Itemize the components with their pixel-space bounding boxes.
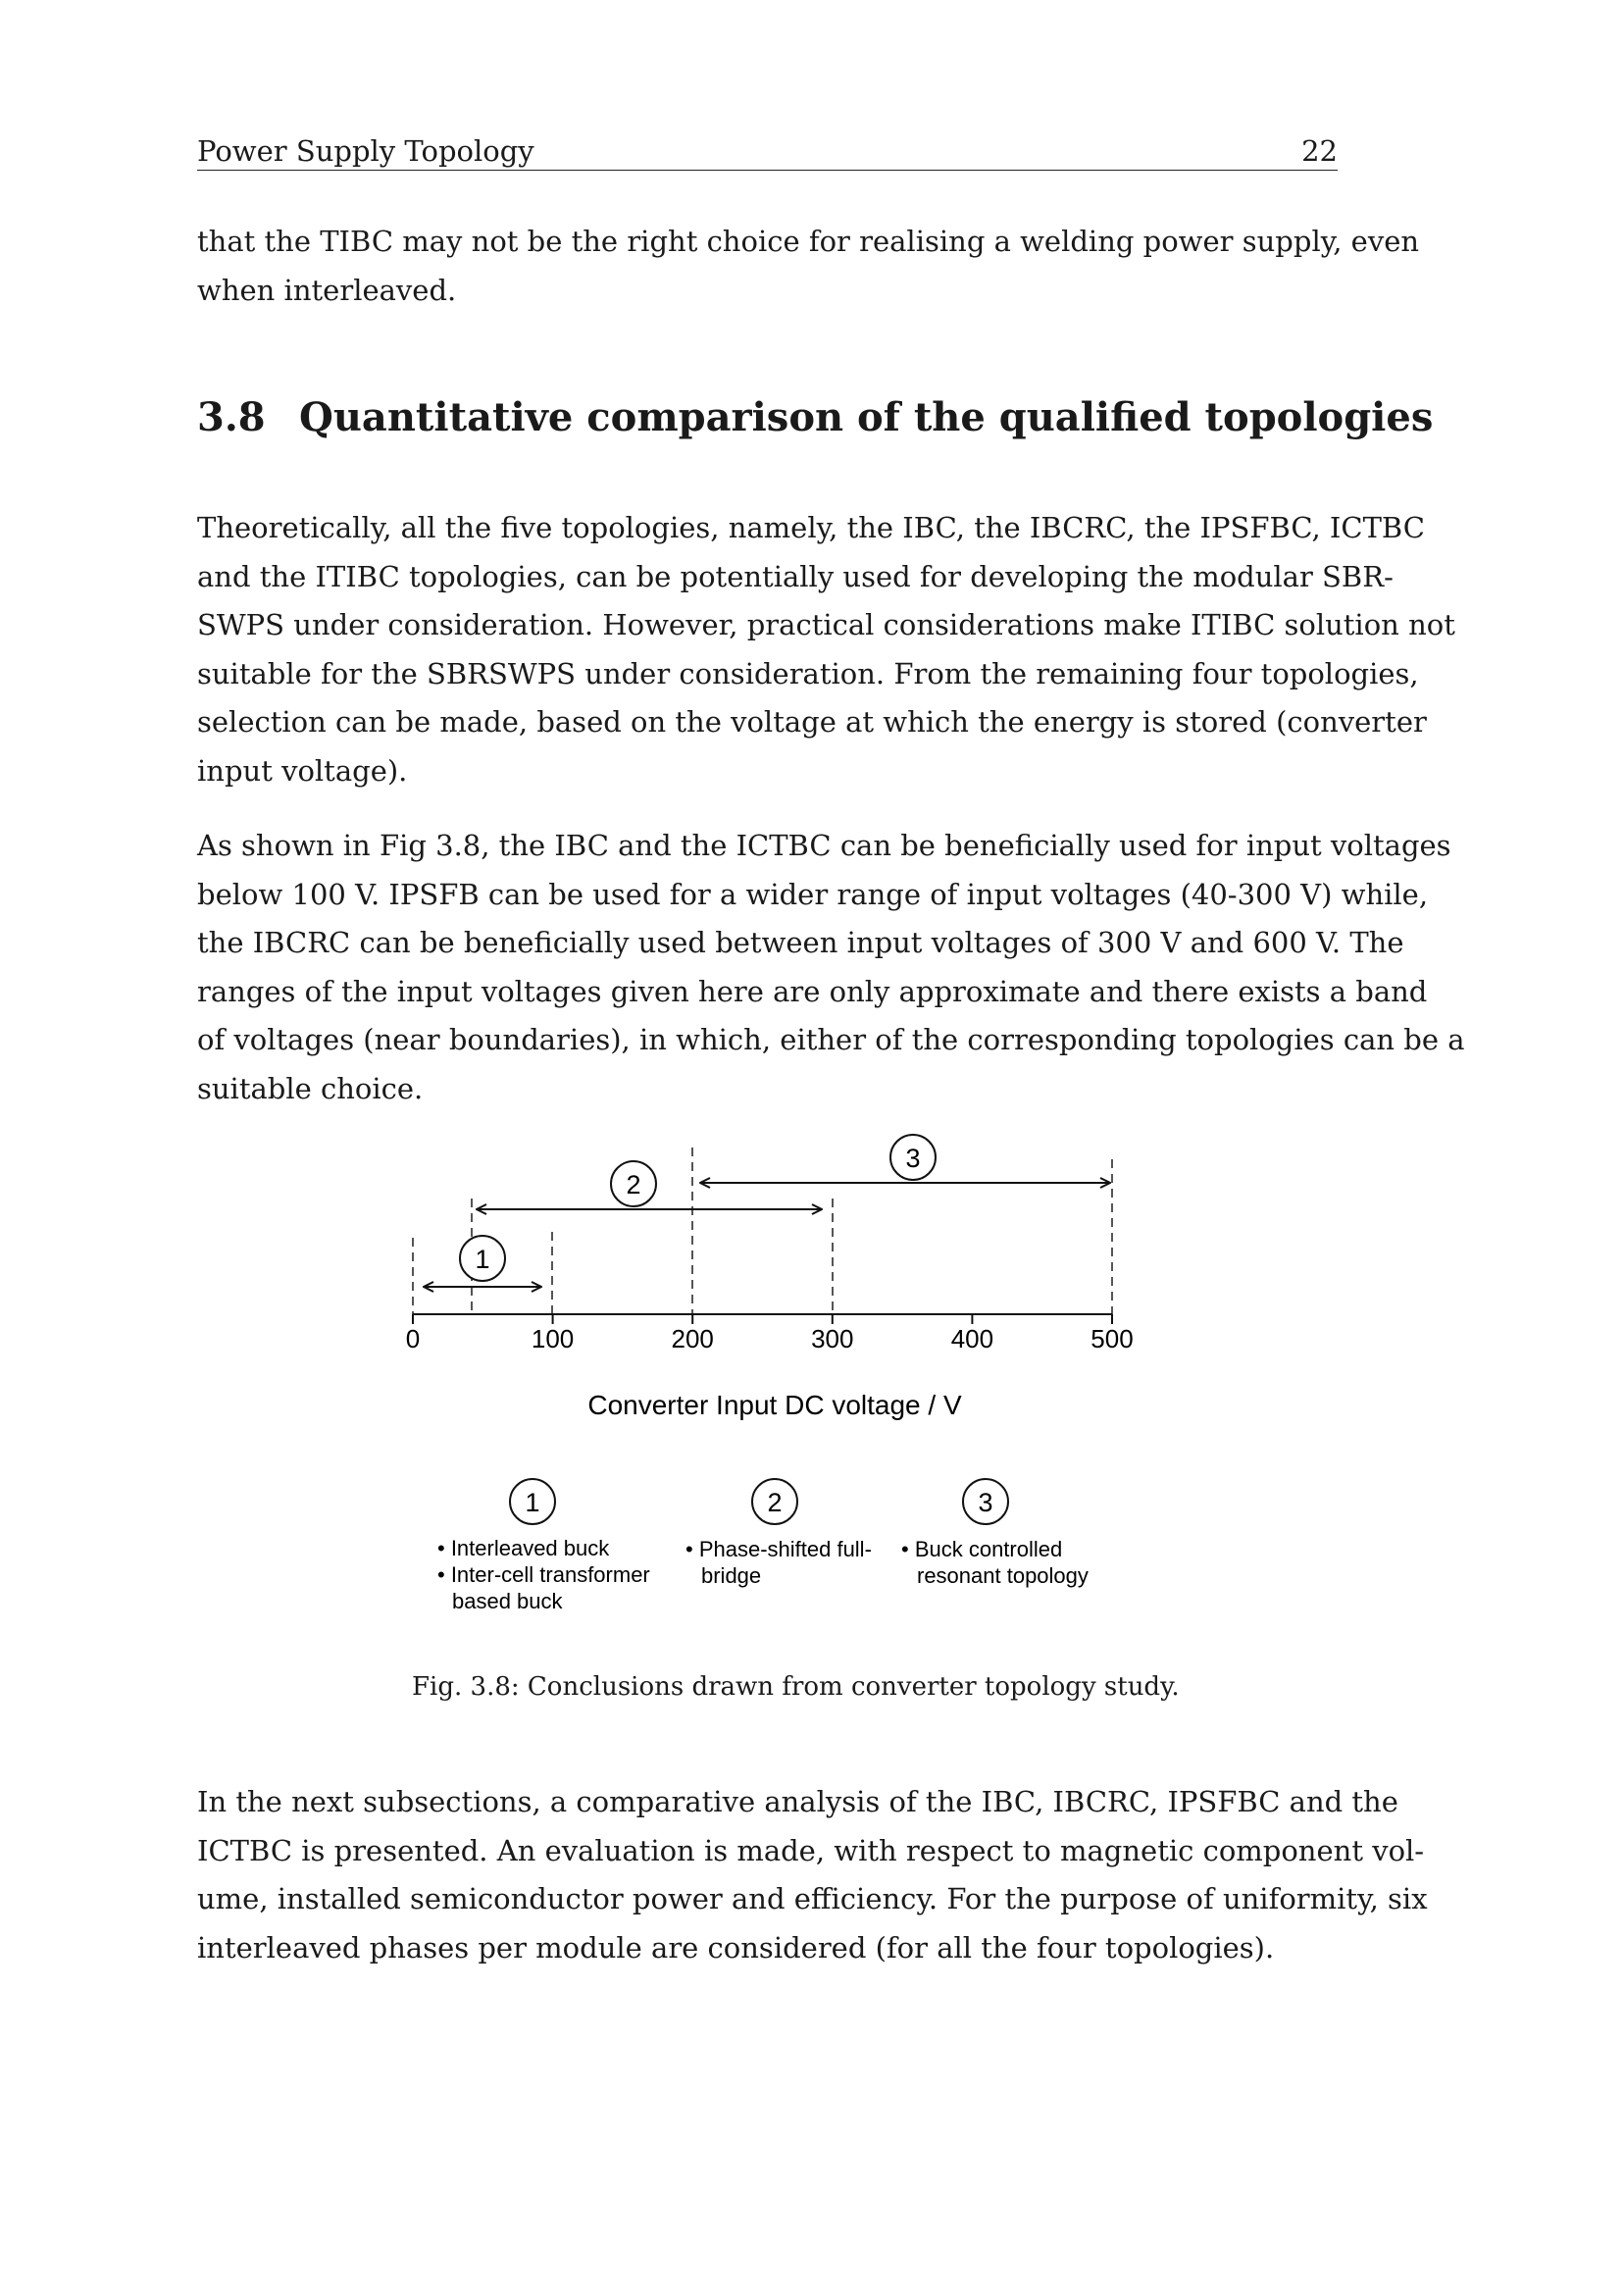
legend-3-number: 3	[978, 1488, 993, 1517]
tick-label: 500	[1090, 1324, 1134, 1353]
legend-3-line: • Buck controlled	[901, 1537, 1063, 1561]
legend-1-number: 1	[525, 1488, 540, 1517]
text-line: selection can be made, based on the voltage at which the energy is stored (converter	[197, 705, 1427, 739]
text-line: of voltages (near boundaries), in which, either of the corresponding topologies can be a	[197, 1023, 1465, 1056]
legend-1-line: based buck	[452, 1589, 563, 1613]
legend-2-line: bridge	[701, 1563, 762, 1588]
range-1-badge	[460, 1236, 505, 1281]
text-line: input voltage).	[197, 753, 408, 788]
text-line: when interleaved.	[197, 273, 457, 307]
tick-label: 400	[950, 1324, 994, 1353]
text-line: ume, installed semiconductor power and efficiency. For the purpose of uniformity, six	[197, 1882, 1428, 1915]
range-3-label: 3	[905, 1144, 921, 1173]
text-line: interleaved phases per module are considered (for all the four topologies).	[197, 1930, 1275, 1964]
axis-label: Converter Input DC voltage / V	[587, 1390, 962, 1420]
tick-label: 0	[405, 1324, 421, 1353]
text-line: ranges of the input voltages given here are only approximate and there exists a band	[197, 974, 1428, 1008]
section-title: Quantitative comparison of the qualified topologies	[299, 394, 1434, 440]
legend-1-line: • Interleaved buck	[437, 1536, 610, 1560]
range-1-label: 1	[475, 1245, 490, 1274]
range-3-badge	[890, 1135, 936, 1180]
text-line: As shown in Fig 3.8, the IBC and the ICTBC can be beneficially used for input voltages	[197, 829, 1451, 862]
text-line: and the ITIBC topologies, can be potentially used for developing the modular SBR-	[197, 559, 1394, 593]
text-line: ICTBC is presented. An evaluation is made, with respect to magnetic component vol-	[197, 1833, 1425, 1867]
section-number: 3.8	[197, 394, 266, 440]
legend-1	[437, 1479, 650, 1613]
text-line: suitable choice.	[197, 1071, 424, 1105]
tick-label: 100	[531, 1324, 575, 1353]
header-title: Power Supply Topology	[197, 134, 534, 168]
text-line: the IBCRC can be beneficially used between input voltages of 300 V and 600 V. The	[197, 926, 1404, 959]
text-line: suitable for the SBRSWPS under consideration. From the remaining four topologies,	[197, 656, 1419, 690]
text-line: below 100 V. IPSFB can be used for a wider range of input voltages (40-300 V) while,	[197, 877, 1429, 911]
legend-3-line: resonant topology	[917, 1563, 1089, 1588]
paragraph-3	[197, 1778, 1428, 1972]
text-line: SWPS under consideration. However, practical considerations make ITIBC solution not	[197, 608, 1455, 641]
figure-caption: Fig. 3.8: Conclusions drawn from converter topology study.	[412, 1672, 1180, 1702]
legend-1-line: • Inter-cell transformer	[437, 1562, 650, 1587]
range-2-label: 2	[626, 1170, 641, 1199]
text-line: that the TIBC may not be the right choice for realising a welding power supply, even	[197, 225, 1420, 258]
tick-label: 200	[671, 1324, 714, 1353]
legend-2-number: 2	[767, 1488, 783, 1517]
tick-label: 300	[811, 1324, 854, 1353]
text-line: In the next subsections, a comparative analysis of the IBC, IBCRC, IPSFBC and the	[197, 1785, 1398, 1818]
text-line: Theoretically, all the five topologies, namely, the IBC, the IBCRC, the IPSFBC, ICTBC	[197, 511, 1425, 544]
legend-2	[685, 1479, 872, 1588]
legend-2-line: • Phase-shifted full-	[685, 1537, 872, 1561]
page-number: 22	[1301, 134, 1338, 168]
range-2-badge	[611, 1161, 656, 1206]
legend-3	[901, 1479, 1089, 1588]
